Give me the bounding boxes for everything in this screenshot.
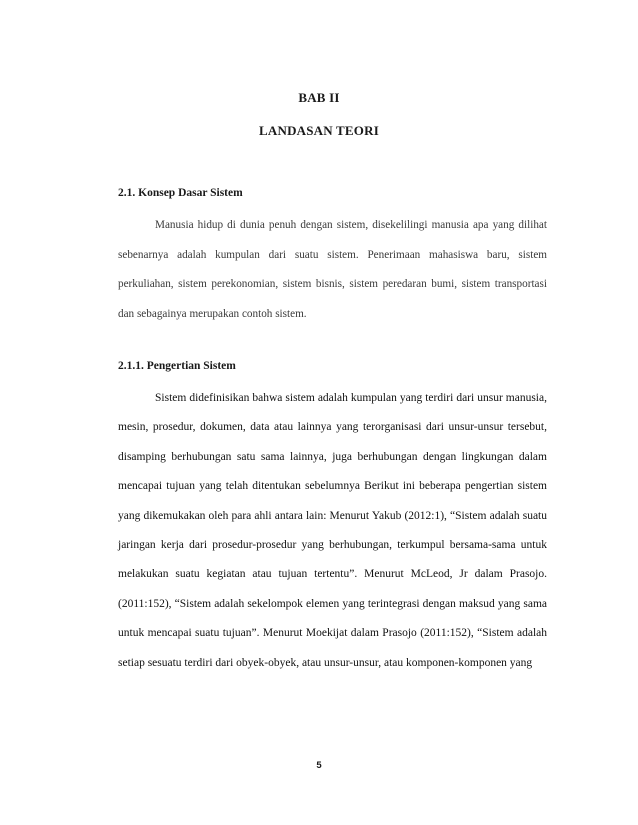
chapter-title: LANDASAN TEORI (259, 123, 379, 138)
subsection-heading: 2.1.1. Pengertian Sistem (118, 360, 236, 372)
chapter-number: BAB II (298, 90, 340, 105)
page-number: 5 (316, 760, 322, 771)
section-heading: 2.1. Konsep Dasar Sistem (118, 187, 243, 199)
section-paragraph: Manusia hidup di dunia penuh dengan sistem, disekelilingi manusia apa yang dilihat sebenarnya adalah kumpulan dari suatu sistem. Penerimaan mahasiswa baru, sistem perkuliahan, sistem perekonomian, sistem bisnis, sistem peredaran bumi, sistem transportasi dan sebagainya merupakan contoh sistem. (118, 219, 547, 320)
subsection-paragraph: Sistem didefinisikan bahwa sistem adalah kumpulan yang terdiri dari unsur manusia, mesin, prosedur, dokumen, data atau lainnya yang terorganisasi dari unsur-unsur tersebut, disamping berhubungan satu sama lainnya, juga berhubungan dengan lingkungan dalam mencapai tujuan yang telah ditentukan sebelumnya Berikut ini beberapa pengertian sistem yang dikemukakan oleh para ahli antara lain: Menurut Yakub (2012:1), “Sistem adalah suatu jaringan kerja dari prosedur-prosedur yang berhubungan, terkumpul bersama-sama untuk melakukan suatu kegiatan atau tujuan tertentu”. Menurut McLeod, Jr dalam Prasojo. (2011:152), “Sistem adalah sekelompok elemen yang terintegrasi dengan maksud yang sama untuk mencapai suatu tujuan”. Menurut Moekijat dalam Prasojo (2011:152), “Sistem adalah setiap sesuatu terdiri dari obyek-obyek, atau unsur-unsur, atau komponen-komponen yang (118, 392, 547, 669)
